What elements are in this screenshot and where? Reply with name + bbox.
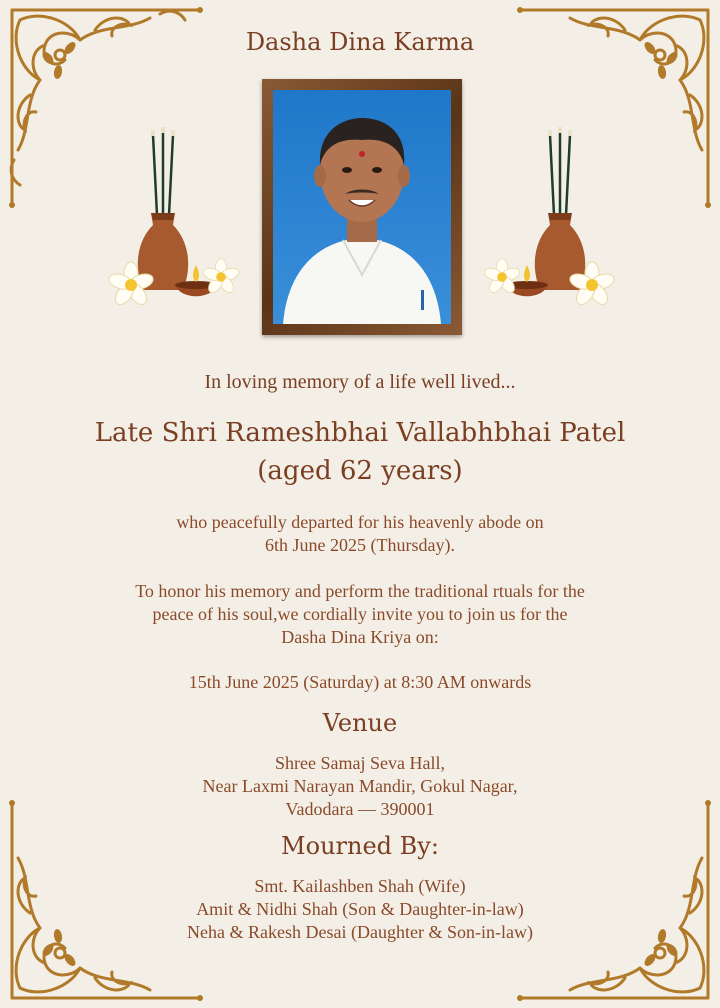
venue-line: Near Laxmi Narayan Mandir, Gokul Nagar,	[202, 776, 518, 796]
portrait-frame	[262, 79, 462, 335]
mourner-item: Smt. Kailashben Shah (Wife)	[254, 876, 466, 896]
person-portrait-icon	[273, 90, 451, 324]
incense-pot-icon	[103, 125, 243, 315]
venue-heading: Venue	[322, 709, 398, 737]
portrait-photo	[273, 90, 451, 324]
ceremony-datetime: 15th June 2025 (Saturday) at 8:30 AM onwards	[188, 672, 532, 692]
departure-line: who peacefully departed for his heavenly abode on	[176, 512, 544, 532]
invitation-line: To honor his memory and perform the traditional rtuals for the	[135, 581, 585, 601]
mourner-item: Neha & Rakesh Desai (Daughter & Son-in-law)	[187, 922, 533, 942]
venue-line: Vadodara — 390001	[285, 799, 435, 819]
deceased-name-block	[0, 414, 720, 490]
mourner-item: Amit & Nidhi Shah (Son & Daughter-in-law)	[196, 899, 524, 919]
incense-pot-icon	[480, 125, 620, 315]
mourners-list	[0, 875, 720, 944]
memorial-tagline: In loving memory of a life well lived...	[204, 371, 516, 393]
invitation-text	[0, 580, 720, 649]
venue-line: Shree Samaj Seva Hall,	[275, 753, 445, 773]
venue-address	[0, 752, 720, 821]
departure-notice	[0, 511, 720, 557]
page-title: Dasha Dina Karma	[245, 28, 475, 56]
deceased-name: Late Shri Rameshbhai Vallabhbhai Patel	[94, 418, 626, 448]
invitation-line: Dasha Dina Kriya on:	[281, 627, 439, 647]
mourners-heading: Mourned By:	[281, 832, 439, 860]
deceased-age: (aged 62 years)	[257, 456, 463, 486]
departure-date: 6th June 2025 (Thursday).	[265, 535, 455, 555]
invitation-line: peace of his soul,we cordially invite you to join us for the	[152, 604, 568, 624]
